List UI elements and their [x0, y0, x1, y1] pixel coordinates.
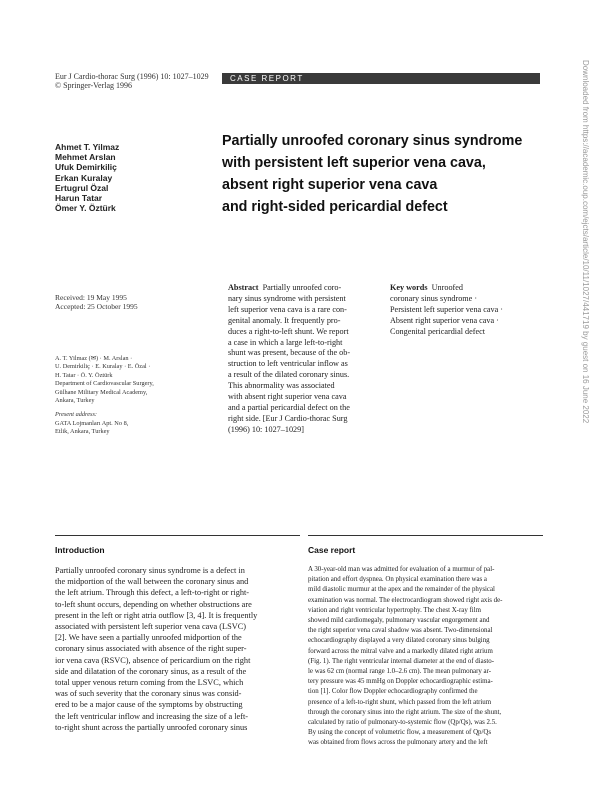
accepted-date: Accepted: 25 October 1995: [55, 302, 138, 311]
author: Ahmet T. Yilmaz: [55, 142, 120, 152]
mailing-address-heading: Present address:: [55, 411, 98, 419]
case-line: was obtained from flows across the pulmonary artery and the left: [308, 739, 488, 747]
abstract-line: and a partial pericardial defect on the: [228, 402, 350, 412]
intro-line: the left atrium. Through this defect, a left-to-right or right-: [55, 588, 250, 598]
affiliation-dept: Department of Cardiovascular Surgery,: [55, 380, 154, 388]
abstract-line: a case in which a large left-to-right: [228, 337, 343, 347]
intro-line: present in the left or right atria outflow [3, 4]. It is frequently: [55, 610, 258, 620]
intro-line: the midportion of the wall between the coronary sinus and: [55, 577, 249, 587]
abstract: [228, 283, 408, 436]
abstract-line: This abnormality was associated: [228, 381, 335, 391]
case-report-text: [308, 565, 543, 749]
case-line: le was 62 cm (normal range 1.0–2.6 cm). The mean pulmonary ar-: [308, 668, 492, 676]
column-rule: [55, 535, 300, 536]
journal-citation: [55, 72, 209, 90]
keyword-line: Congenital pericardial defect: [390, 326, 486, 336]
affiliation-names: U. Demirkiliç · E. Kuralay · E. Özal ·: [55, 363, 151, 371]
case-line: mild diastolic murmur at the apex and the remainder of the physical: [308, 586, 495, 594]
journal-line: Eur J Cardio-thorac Surg (1996) 10: 1027–1029: [55, 72, 209, 81]
abstract-line: duces a right-to-left shunt. We report: [228, 326, 349, 336]
intro-line: total upper venous return coming from the LSVC, which: [55, 678, 244, 688]
keywords: [390, 283, 540, 338]
intro-heading: Introduction: [55, 545, 105, 555]
author: Ertugrul Özal: [55, 182, 109, 193]
author: Ömer Y. Öztürk: [55, 203, 116, 214]
affiliation: [55, 355, 154, 437]
author: Harun Tatar: [55, 193, 103, 204]
case-line: the right superior vena caval shadow was absent. Two-dimensional: [308, 627, 493, 635]
author: Mehmet Arslan: [55, 152, 116, 163]
abstract-line: left superior vena cava is a rare con-: [228, 304, 347, 314]
abstract-line: a result of the dilated coronary sinus.: [228, 370, 350, 380]
case-line: forward across the mitral valve and a markedly dilated right atrium: [308, 647, 493, 655]
case-line: examination was normal. The electrocardiogram showed right axis de-: [308, 596, 503, 604]
case-line: tion [1]. Color flow Doppler echocardiography confirmed the: [308, 688, 478, 696]
case-report-heading: Case report: [308, 545, 356, 555]
keyword-line: Unroofed: [431, 283, 463, 292]
case-line: through the coronary sinus into the right atrium. The size of the shunt,: [308, 708, 502, 716]
abstract-line: struction to left ventricular inflow as: [228, 359, 348, 369]
author: Ufuk Demirkiliç: [55, 162, 117, 173]
case-line: A 30-year-old man was admitted for evaluation of a murmur of pal-: [308, 566, 495, 573]
download-watermark-svg: [573, 60, 590, 580]
case-line: pitation and effort dyspnea. On physical examination there was a: [308, 576, 487, 584]
author: Erkan Kuralay: [55, 172, 113, 183]
abstract-line: nary sinus syndrome with persistent: [228, 293, 346, 303]
case-line: calculated by ratio of pulmonary-to-systemic flow (Qp/Qs), was 2.5.: [308, 719, 497, 727]
intro-line: the left ventricular inflow and increasing the size of a left-: [55, 711, 249, 721]
abstract-line: genital anomaly. It frequently pro-: [228, 315, 341, 325]
abstract-line: (1996) 10: 1027–1029]: [228, 424, 304, 434]
case-line: presence of a left-to-right shunt, which passed from the left atrium: [308, 698, 492, 706]
author-list: [55, 142, 119, 213]
intro-text: [55, 565, 300, 733]
affiliation-names: H. Tatar · Ö. Y. Öztürk: [55, 371, 113, 379]
mailing-address: GATA Lojmanları Apt. No 8,: [55, 419, 129, 427]
case-line: viation and right ventricular hypertrophy. The chest X-ray film: [308, 606, 481, 614]
title-line: absent right superior vena cava: [222, 177, 438, 193]
intro-line: to-right shunt across the partially unroofed coronary sinus: [55, 722, 248, 732]
keyword-line: Absent right superior vena cava ·: [390, 315, 499, 325]
abstract-line: right side. [Eur J Cardio-thorac Surg: [228, 413, 348, 423]
intro-line: ered to be a major cause of the symptoms by obstructing: [55, 700, 243, 710]
intro-line: to-left shunt occurs, depending on whether obstructions are: [55, 599, 252, 609]
abstract-line: shunt was present, because of the ob-: [228, 348, 351, 358]
case-line: showed mild cardiomegaly, pulmonary vascular engorgement and: [308, 617, 490, 625]
affiliation-dept: Gülhane Military Medical Academy,: [55, 388, 148, 396]
title-line: with persistent left superior vena cava,: [222, 155, 486, 171]
intro-line: Partially unroofed coronary sinus syndrome is a defect in: [55, 566, 245, 575]
keyword-line: Persistent left superior vena cava ·: [390, 304, 503, 314]
abstract-label: Abstract: [228, 283, 259, 292]
article-title: [222, 130, 540, 218]
intro-line: was of such severity that the coronary sinus was consid-: [55, 689, 242, 699]
title-line: Partially unroofed coronary sinus syndrome: [222, 133, 523, 149]
submission-dates: [55, 293, 138, 311]
intro-line: [2]. We have seen a partially unroofed midportion of the: [55, 633, 242, 643]
received-date: Received: 19 May 1995: [55, 293, 127, 302]
download-note: Downloaded from https://academic.oup.com/ejcts/article/10/11/1027/441719 by guest on 16 June 2022: [581, 60, 590, 424]
case-line: tery pressure was 45 mmHg on Doppler echocardiographic estima-: [308, 678, 493, 686]
copyright-line: © Springer-Verlag 1996: [55, 81, 133, 90]
download-watermark: [573, 60, 590, 580]
column-rule: [308, 535, 543, 536]
intro-line: coronary sinus associated with absence of the right super-: [55, 644, 247, 654]
abstract-line: Partially unroofed coro-: [262, 283, 342, 292]
case-line: echocardiography displayed a very dilated coronary sinus bulging: [308, 637, 490, 645]
abstract-line: with absent right superior vena cava: [228, 392, 347, 402]
title-line: and right-sided pericardial defect: [222, 199, 448, 215]
case-line: (Fig. 1). The right ventricular internal diameter at the end of diasto-: [308, 657, 495, 665]
keyword-line: coronary sinus syndrome ·: [390, 293, 478, 303]
keywords-label: Key words: [390, 283, 428, 292]
case-line: By using the concept of volumetric flow, a measurement of Qp/Qs: [308, 729, 492, 737]
mailing-address: Etlik, Ankara, Turkey: [55, 428, 110, 436]
section-badge: CASE REPORT: [222, 73, 540, 84]
intro-line: ior vena cava (RSVC), absence of pericardium on the right: [55, 655, 251, 665]
intro-line: side and dilatation of the coronary sinus, as a result of the: [55, 666, 247, 676]
intro-line: associated with persistent left superior vena cava (LSVC): [55, 622, 246, 632]
affiliation-dept: Ankara, Turkey: [55, 397, 95, 405]
affiliation-names: A. T. Yilmaz (✉) · M. Arslan ·: [55, 355, 133, 362]
